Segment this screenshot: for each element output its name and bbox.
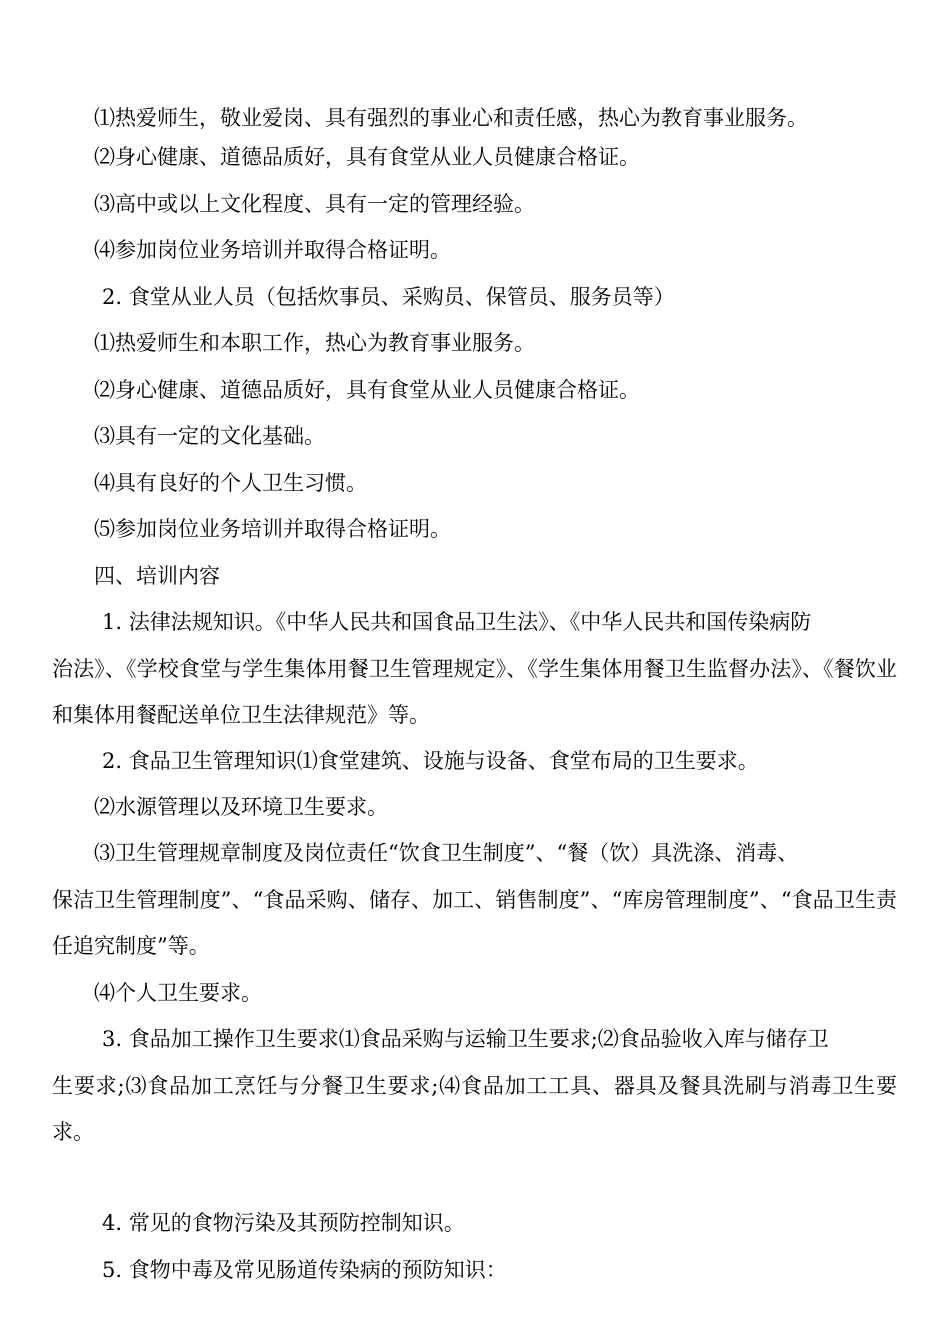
paragraph: ⑵身心健康、道德品质好，具有食堂从业人员健康合格证。 — [94, 378, 640, 402]
paragraph: ⑷具有良好的个人卫生习惯。 — [94, 471, 367, 495]
paragraph-first-line: 1. 法律法规知识。《中华人民共和国食品卫生法》、《中华人民共和国传染病防 — [102, 610, 812, 634]
paragraph-first-line: 3. 食品加工操作卫生要求⑴食品采购与运输卫生要求;⑵食品验收入库与储存卫 — [102, 1027, 829, 1051]
paragraph: 4. 常见的食物污染及其预防控制知识。 — [102, 1211, 465, 1235]
paragraph: 2. 食堂从业人员（包括炊事员、采购员、保管员、服务员等） — [102, 285, 675, 309]
paragraph: ⑴热爱师生，敬业爱岗、具有强烈的事业心和责任感，热心为教育事业服务。 — [94, 106, 808, 130]
paragraph: ⑴热爱师生和本职工作，热心为教育事业服务。 — [94, 331, 535, 355]
paragraph — [52, 1016, 897, 1156]
paragraph: ⑵水源管理以及环境卫生要求。 — [94, 795, 388, 819]
paragraph-continuation: 治法》、《学校食堂与学生集体用餐卫生管理规定》、《学生集体用餐卫生监督办法》、《餐饮业和集体用餐配送单位卫生法律规范》等。 — [52, 656, 897, 727]
paragraph: ⑵身心健康、道德品质好，具有食堂从业人员健康合格证。 — [94, 145, 640, 169]
section-heading: 四、培训内容 — [94, 564, 220, 588]
paragraph-first-line: ⑶卫生管理规章制度及岗位责任“饮食卫生制度”、“餐（饮）具洗涤、消毒、 — [94, 841, 799, 865]
paragraph: ⑷个人卫生要求。 — [94, 981, 262, 1005]
paragraph: ⑶高中或以上文化程度、具有一定的管理经验。 — [94, 192, 535, 216]
paragraph: 5. 食物中毒及常见肠道传染病的预防知识： — [102, 1258, 507, 1282]
paragraph: ⑶具有一定的文化基础。 — [94, 424, 325, 448]
paragraph-continuation: 生要求;⑶食品加工烹饪与分餐卫生要求;⑷食品加工工具、器具及餐具洗刷与消毒卫生要求。 — [52, 1073, 897, 1144]
paragraph — [52, 599, 897, 739]
paragraph: ⑸参加岗位业务培训并取得合格证明。 — [94, 517, 451, 541]
paragraph-continuation: 保洁卫生管理制度”、“食品采购、储存、加工、销售制度”、“库房管理制度”、“食品卫生责任追究制度”等。 — [52, 887, 897, 958]
paragraph: ⑷参加岗位业务培训并取得合格证明。 — [94, 238, 451, 262]
paragraph — [52, 830, 897, 970]
paragraph: 2. 食品卫生管理知识⑴食堂建筑、设施与设备、食堂布局的卫生要求。 — [102, 749, 759, 773]
